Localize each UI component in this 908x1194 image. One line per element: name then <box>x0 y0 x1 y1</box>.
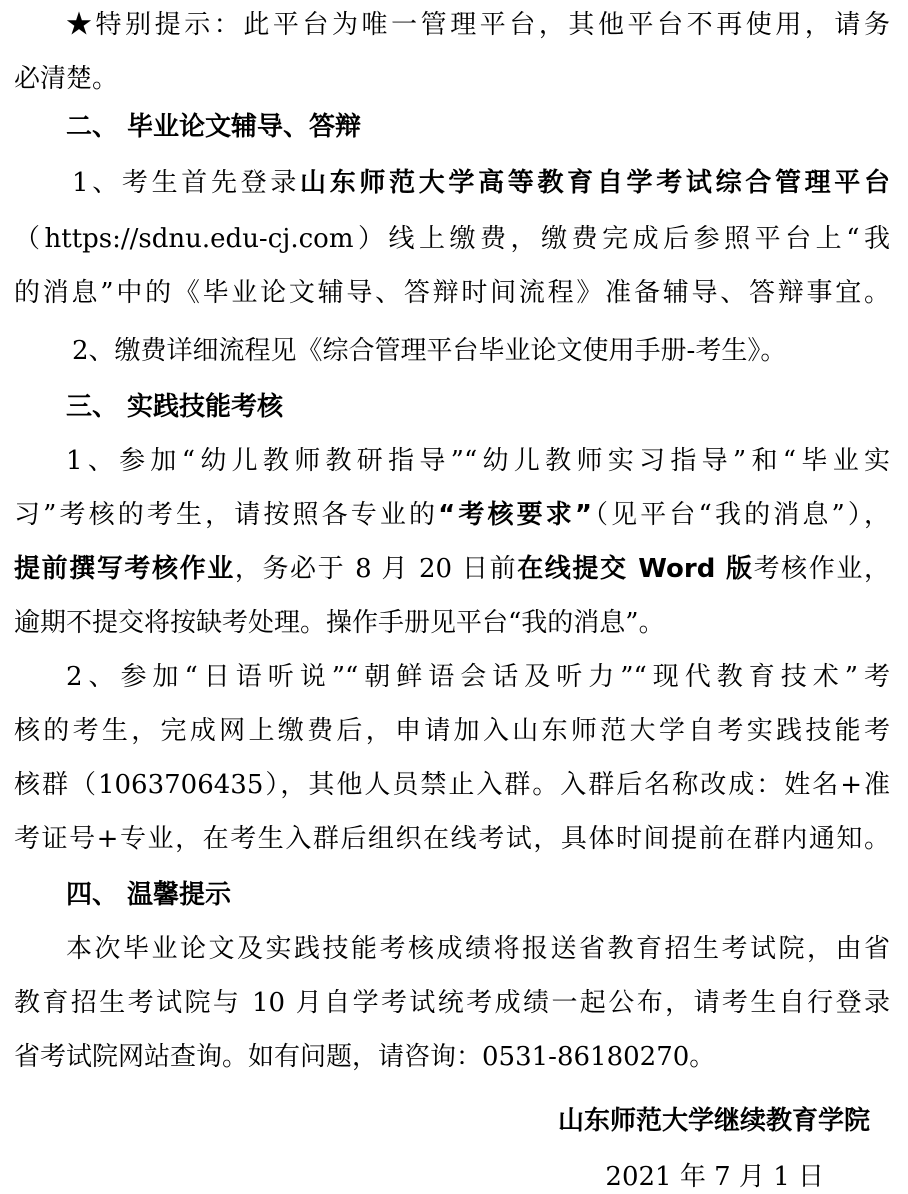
section-2-para-1-line-2: （https://sdnu.edu-cj.com）线上缴费，缴费完成后参照平台上“我 <box>14 224 890 254</box>
section-4-line-1: 本次毕业论文及实践技能考核成绩将报送省教育招生考试院，由省 <box>66 934 890 964</box>
signature-organization <box>558 1104 870 1138</box>
section-2-para-1-line-1 <box>0 166 908 200</box>
organization-name: 山东师范大学继续教育学院 <box>557 1106 870 1136</box>
para-text: （见平台“我的消息”）， <box>591 500 890 530</box>
section-2-heading: 二、 毕业论文辅导、答辩 <box>66 112 362 142</box>
section-4-heading: 四、 温馨提示 <box>66 880 232 910</box>
para-text: ，务必于 8 月 20 日前 <box>234 554 518 584</box>
section-4-line-3: 省考试院网站查询。如有问题，请咨询：0531-86180270。 <box>14 1042 716 1072</box>
section-3-para-2-line-3: 核群（1063706435），其他人员禁止入群。入群后名称改成：姓名+准 <box>14 770 890 800</box>
para-text: 考核作业， <box>753 554 890 584</box>
section-3-para-1-line-3 <box>0 552 908 586</box>
section-2-para-2: 2、缴费详细流程见《综合管理平台毕业论文使用手册-考生》。 <box>72 336 787 366</box>
assessment-requirements: “考核要求” <box>438 500 592 530</box>
section-2-para-1-line-3: 的消息”中的《毕业论文辅导、答辩时间流程》准备辅导、答辩事宜。 <box>14 278 890 308</box>
submit-online-word: 在线提交 Word 版 <box>517 554 754 584</box>
section-3-para-2-line-4: 考证号+专业，在考生入群后组织在线考试，具体时间提前在群内通知。 <box>14 824 890 854</box>
section-3-para-2-line-1: 2、参加“日语听说”“朝鲜语会话及听力”“现代教育技术”考 <box>66 662 890 692</box>
para-text: 1、考生首先登录 <box>72 168 301 198</box>
section-3-para-1-line-1: 1、参加“幼儿教师教研指导”“幼儿教师实习指导”和“毕业实 <box>66 446 890 476</box>
special-notice-line-1: ★特别提示：此平台为唯一管理平台，其他平台不再使用，请务 <box>66 10 890 40</box>
special-notice-line-2: 必清楚。 <box>14 64 119 94</box>
signature-date: 2021 年 7 月 1 日 <box>605 1162 824 1192</box>
section-3-para-1-line-2 <box>0 498 908 532</box>
section-3-heading: 三、 实践技能考核 <box>66 392 284 422</box>
section-3-para-1-line-4: 逾期不提交将按缺考处理。操作手册见平台“我的消息”。 <box>14 608 665 638</box>
section-3-para-2-line-2: 核的考生，完成网上缴费后，申请加入山东师范大学自考实践技能考 <box>14 716 890 746</box>
write-assignment-early: 提前撰写考核作业 <box>14 554 235 584</box>
platform-name: 山东师范大学高等教育自学考试综合管理平台 <box>300 168 890 198</box>
para-text: 习”考核的考生，请按照各专业的 <box>14 500 439 530</box>
section-4-line-2: 教育招生考试院与 10 月自学考试统考成绩一起公布，请考生自行登录 <box>14 988 890 1018</box>
